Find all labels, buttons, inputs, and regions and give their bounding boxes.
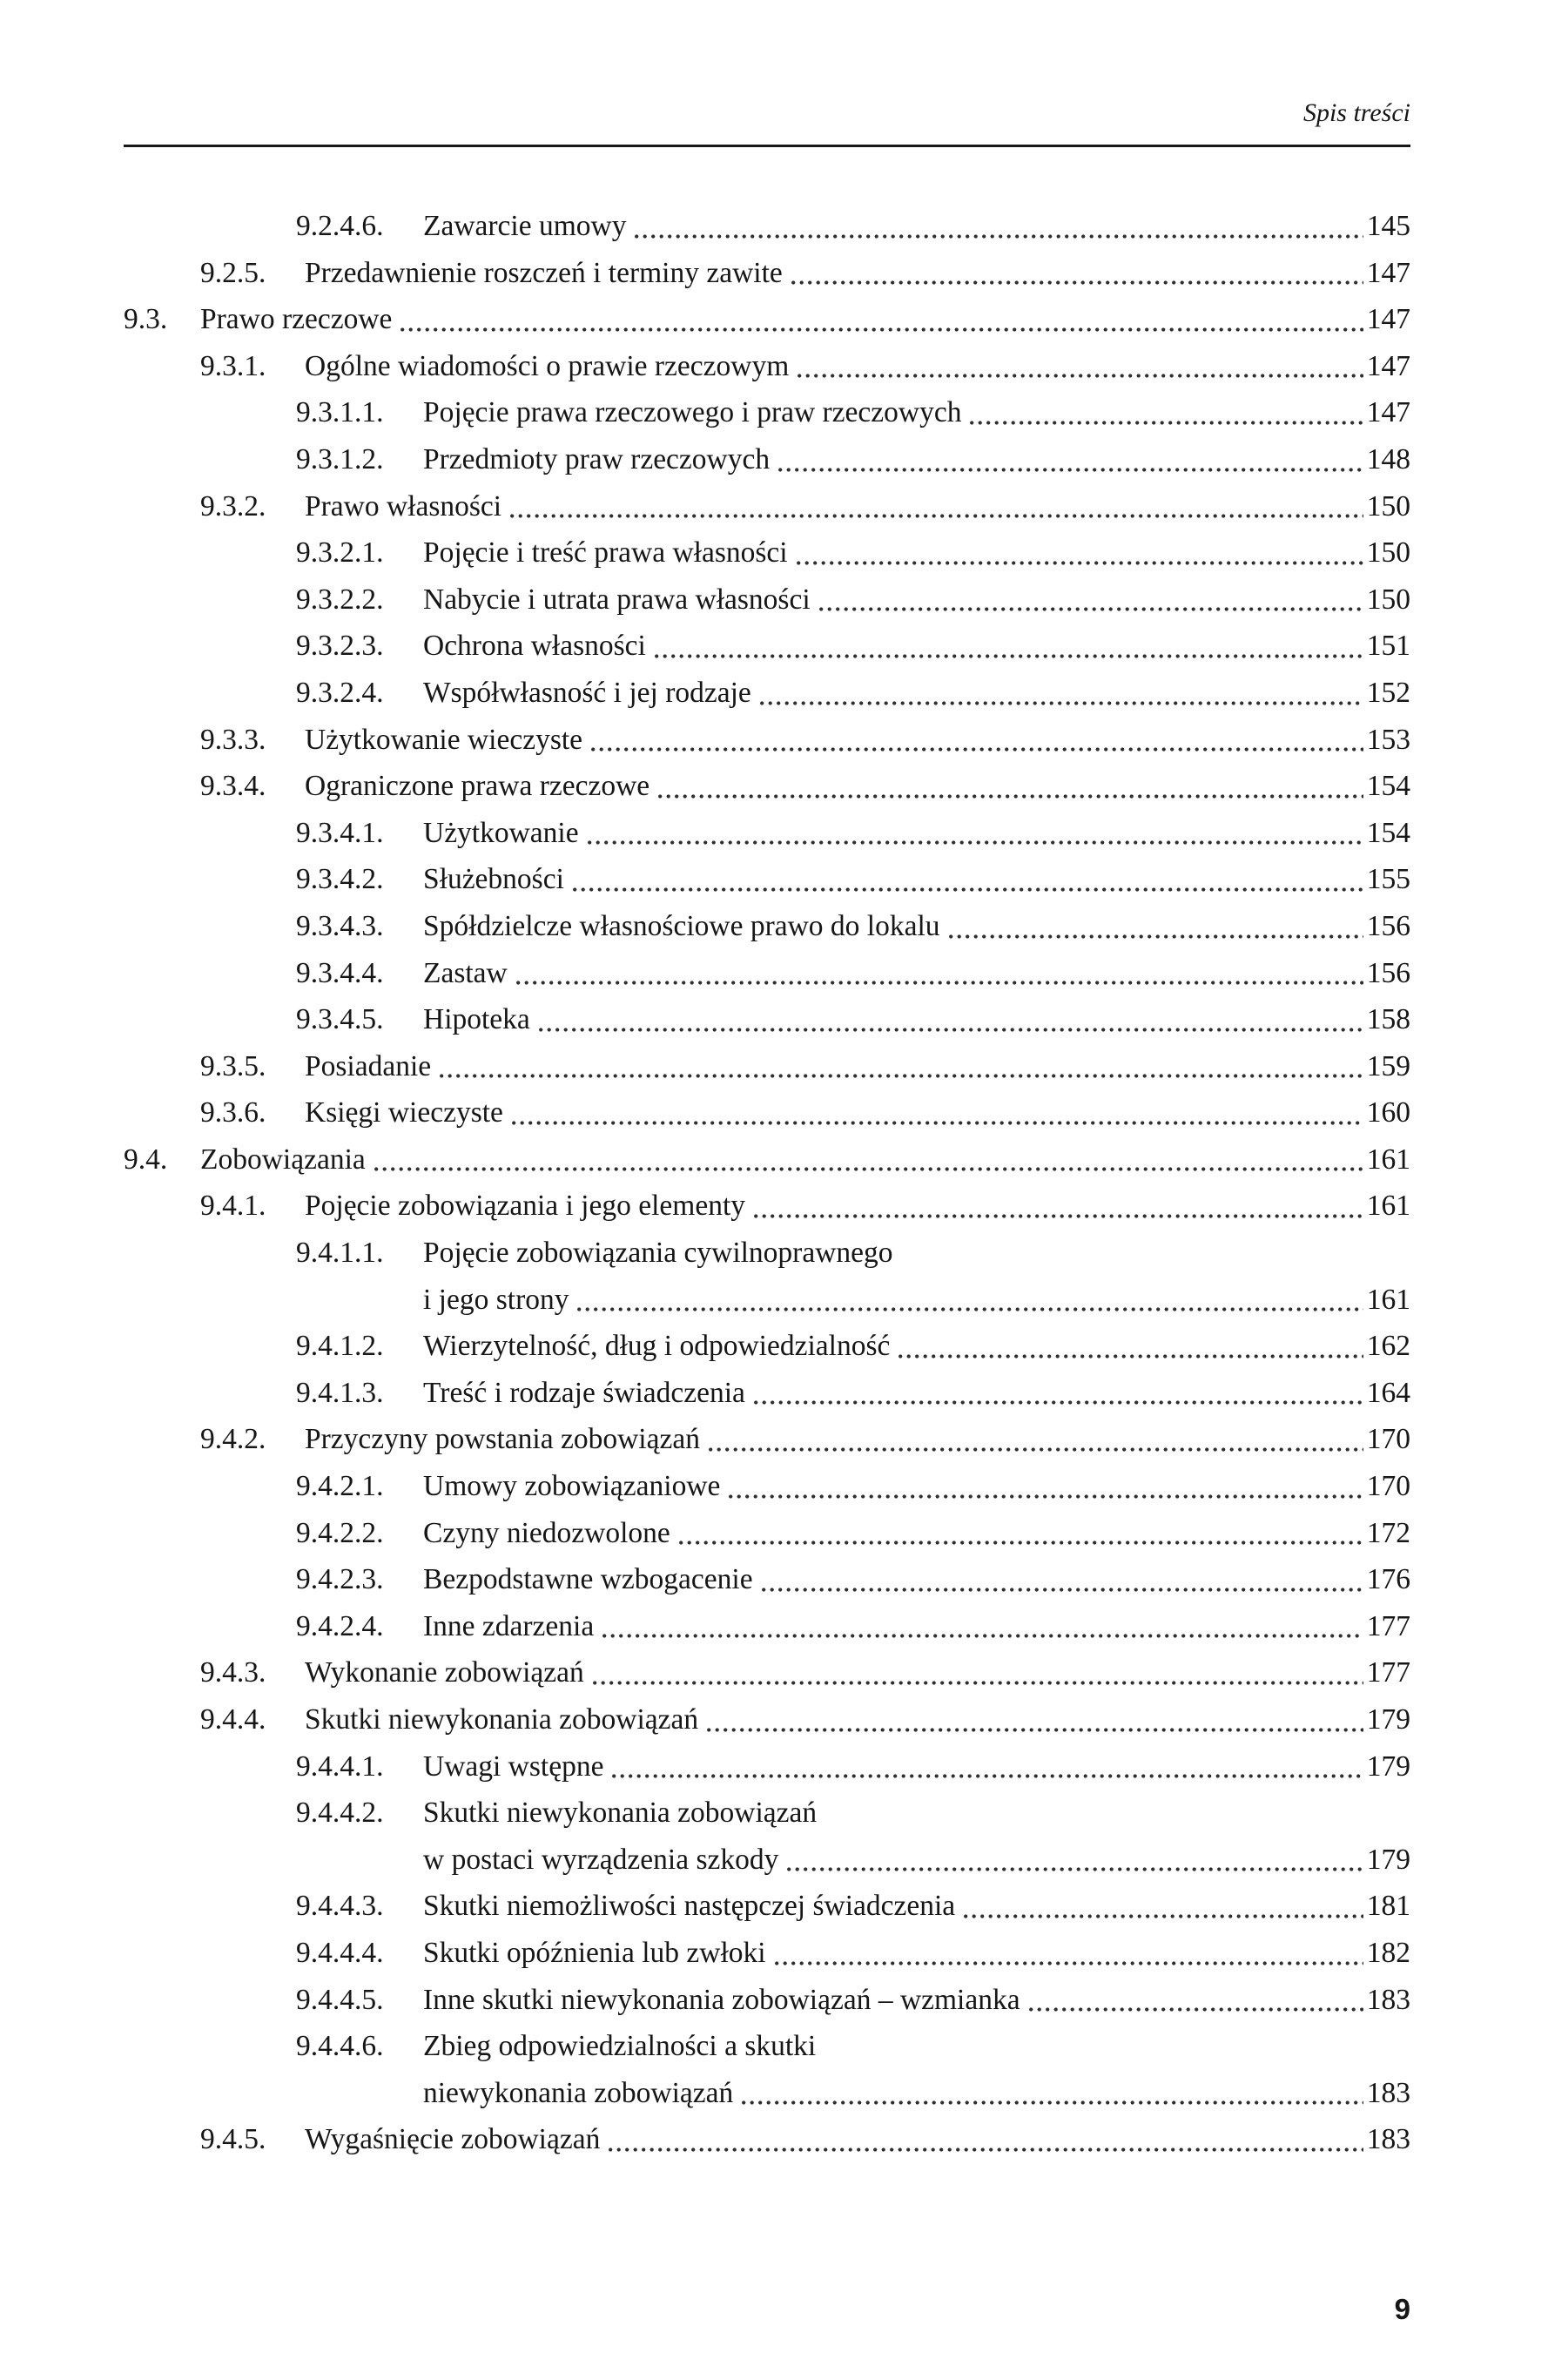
entry-title: Zawarcie umowy [423, 210, 627, 242]
toc-entry [124, 529, 1410, 576]
entry-page: 159 [1366, 1049, 1410, 1082]
entry-title: Zbieg odpowiedzialności a skutki [423, 2030, 817, 2063]
entry-number: 9.4.3. [200, 1656, 266, 1689]
entry-title: Spółdzielcze własnościowe prawo do lokalu [423, 909, 940, 942]
entry-number: 9.4.2.1. [296, 1470, 384, 1503]
toc-entry [124, 1743, 1410, 1790]
dot-leader [754, 1214, 1363, 1218]
entry-page: 156 [1366, 909, 1410, 942]
entry-number: 9.2.5. [200, 256, 266, 289]
toc-entry [124, 2023, 1410, 2070]
entry-page: 179 [1366, 1843, 1410, 1876]
entry-title: Przedmioty praw rzeczowych [423, 442, 771, 475]
toc-entry [124, 623, 1410, 670]
toc-entry [124, 717, 1410, 764]
entry-page: 183 [1366, 2076, 1410, 2109]
entry-number: 9.3.2.2. [296, 583, 384, 616]
entry-title: Ochrona własności [423, 630, 646, 663]
dot-leader [797, 561, 1363, 565]
entry-title: Wygaśnięcie zobowiązań [305, 2123, 601, 2156]
dot-leader [602, 1634, 1363, 1638]
dot-leader [1029, 2007, 1363, 2012]
dot-leader [609, 2147, 1363, 2152]
toc-entry [124, 1603, 1410, 1650]
entry-title-line2: w postaci wyrządzenia szkody [423, 1843, 779, 1876]
entry-title: Treść i rodzaje świadczenia [423, 1376, 745, 1409]
entry-title: Ogólne wiadomości o prawie rzeczowym [305, 349, 790, 382]
entry-page: 147 [1366, 303, 1410, 336]
entry-number: 9.4.2.2. [296, 1516, 384, 1549]
entry-title: Umowy zobowiązaniowe [423, 1470, 721, 1503]
entry-number: 9.3.3. [200, 723, 266, 756]
entry-page: 158 [1366, 1003, 1410, 1036]
entry-number: 9.2.4.6. [296, 210, 384, 242]
toc-entry [124, 203, 1410, 250]
entry-title: Wierzytelność, dług i odpowiedzialność [423, 1330, 891, 1363]
toc-entry [124, 903, 1410, 950]
dot-leader [964, 1914, 1363, 1918]
entry-page: 147 [1366, 396, 1410, 429]
entry-number: 9.4.4.5. [296, 1983, 384, 2016]
entry-page: 181 [1366, 1890, 1410, 1923]
entry-page: 162 [1366, 1330, 1410, 1363]
entry-title: Zastaw [423, 956, 508, 989]
entry-title: Nabycie i utrata prawa własności [423, 583, 811, 616]
entry-title: Skutki niewykonania zobowiązań [305, 1703, 699, 1736]
entry-page: 153 [1366, 723, 1410, 756]
entry-number: 9.3.2.3. [296, 630, 384, 663]
dot-leader [440, 1074, 1363, 1078]
dot-leader [760, 701, 1363, 705]
entry-title: Prawo rzeczowe [200, 303, 393, 336]
dot-leader [612, 1774, 1363, 1778]
toc-entry [124, 1136, 1410, 1183]
dot-leader [635, 234, 1363, 239]
dot-leader [591, 747, 1363, 752]
dot-leader [899, 1354, 1363, 1359]
dot-leader [593, 1681, 1363, 1685]
toc-entry [124, 1930, 1410, 1977]
toc-entry [124, 1043, 1410, 1090]
entry-number: 9.4. [124, 1143, 168, 1176]
entry-number: 9.3.4. [200, 770, 266, 803]
entry-number: 9.3.6. [200, 1096, 266, 1129]
entry-page: 177 [1366, 1609, 1410, 1642]
toc-entry [124, 296, 1410, 343]
entry-number: 9.3.4.4. [296, 956, 384, 989]
entry-page: 150 [1366, 536, 1410, 570]
toc-entry [124, 950, 1410, 997]
toc-entry [124, 1089, 1410, 1136]
toc-entry [124, 2116, 1410, 2163]
toc-entry [124, 1790, 1410, 1837]
entry-title: Ograniczone prawa rzeczowe [305, 770, 650, 803]
dot-leader [762, 1588, 1363, 1592]
dot-leader [798, 374, 1363, 378]
toc-entry [124, 856, 1410, 903]
entry-title: Pojęcie i treść prawa własności [423, 536, 788, 570]
toc-entry [124, 389, 1410, 436]
dot-leader [516, 981, 1363, 985]
entry-number: 9.4.1.3. [296, 1376, 384, 1409]
entry-page: 172 [1366, 1516, 1410, 1549]
entry-title: Uwagi wstępne [423, 1750, 604, 1783]
entry-page: 161 [1366, 1143, 1410, 1176]
toc-entry [124, 1649, 1410, 1696]
toc-entry [124, 810, 1410, 857]
entry-number: 9.3.4.5. [296, 1003, 384, 1036]
dot-leader [970, 421, 1363, 425]
entry-page: 156 [1366, 956, 1410, 989]
entry-title: Wykonanie zobowiązań [305, 1656, 584, 1689]
toc-entry [124, 576, 1410, 624]
entry-title: Współwłasność i jej rodzaje [423, 676, 751, 709]
dot-leader [707, 1728, 1363, 1732]
entry-page: 150 [1366, 583, 1410, 616]
dot-leader [742, 2100, 1363, 2105]
entry-page: 147 [1366, 256, 1410, 289]
entry-title: Księgi wieczyste [305, 1096, 503, 1129]
entry-number: 9.3.1.1. [296, 396, 384, 429]
entry-title: Bezpodstawne wzbogacenie [423, 1563, 753, 1596]
entry-page: 151 [1366, 630, 1410, 663]
dot-leader [655, 654, 1363, 658]
entry-page: 154 [1366, 816, 1410, 849]
entry-number: 9.4.2. [200, 1423, 266, 1456]
running-header: Spis treści [1302, 98, 1410, 127]
header-rule [124, 145, 1410, 147]
entry-page: 161 [1366, 1283, 1410, 1316]
entry-title-line2: niewykonania zobowiązań [423, 2076, 734, 2109]
entry-number: 9.3. [124, 303, 168, 336]
entry-page: 177 [1366, 1656, 1410, 1689]
dot-leader [729, 1494, 1363, 1499]
entry-number: 9.3.4.1. [296, 816, 384, 849]
toc-entry [124, 1977, 1410, 2024]
dot-leader [539, 1028, 1363, 1032]
entry-page: 145 [1366, 210, 1410, 242]
entry-page: 147 [1366, 349, 1410, 382]
dot-leader [573, 887, 1363, 892]
entry-number: 9.4.4.6. [296, 2030, 384, 2063]
entry-number: 9.4.4.2. [296, 1797, 384, 1830]
entry-title: Prawo własności [305, 489, 502, 523]
toc-entry [124, 1556, 1410, 1603]
entry-page: 183 [1366, 2123, 1410, 2156]
entry-number: 9.4.5. [200, 2123, 266, 2156]
entry-number: 9.3.1.2. [296, 442, 384, 475]
dot-leader [400, 327, 1363, 332]
entry-number: 9.3.4.2. [296, 863, 384, 896]
entry-page: 179 [1366, 1703, 1410, 1736]
toc-entry [124, 343, 1410, 390]
page-header [124, 98, 1410, 147]
entry-number: 9.4.2.4. [296, 1609, 384, 1642]
toc-entry [124, 250, 1410, 297]
entry-number: 9.4.4.4. [296, 1936, 384, 1969]
entry-title: Inne zdarzenia [423, 1609, 595, 1642]
entry-page: 154 [1366, 770, 1410, 803]
entry-title: Posiadanie [305, 1049, 432, 1082]
dot-leader [577, 1307, 1363, 1311]
entry-number: 9.3.1. [200, 349, 266, 382]
dot-leader [787, 1867, 1363, 1871]
entry-title: Czyny niedozwolone [423, 1516, 670, 1549]
entry-number: 9.4.4. [200, 1703, 266, 1736]
toc-entry [124, 1696, 1410, 1743]
page-number: 9 [1394, 2293, 1410, 2325]
entry-title: Przyczyny powstania zobowiązań [305, 1423, 700, 1456]
toc-entry [124, 1510, 1410, 1557]
entry-page: 152 [1366, 676, 1410, 709]
entry-number: 9.3.4.3. [296, 909, 384, 942]
dot-leader [819, 607, 1363, 611]
toc-entry [124, 1323, 1410, 1370]
entry-title: Zobowiązania [200, 1143, 366, 1176]
entry-page: 148 [1366, 442, 1410, 475]
dot-leader [754, 1400, 1363, 1405]
entry-page: 164 [1366, 1376, 1410, 1409]
entry-title: Skutki niewykonania zobowiązań [423, 1797, 818, 1830]
entry-number: 9.4.2.3. [296, 1563, 384, 1596]
entry-title-line2: i jego strony [423, 1283, 569, 1316]
entry-number: 9.3.5. [200, 1049, 266, 1082]
entry-page: 150 [1366, 489, 1410, 523]
dot-leader [658, 794, 1363, 799]
toc-entry [124, 996, 1410, 1043]
entry-number: 9.4.1.2. [296, 1330, 384, 1363]
entry-title: Służebności [423, 863, 564, 896]
dot-leader [709, 1447, 1363, 1452]
entry-title: Inne skutki niewykonania zobowiązań – wzmianka [423, 1983, 1020, 2016]
toc-entry [124, 1883, 1410, 1930]
entry-page: 176 [1366, 1563, 1410, 1596]
toc-entry [124, 1370, 1410, 1417]
entry-number: 9.3.2.4. [296, 676, 384, 709]
toc-entry [124, 436, 1410, 483]
dot-leader [775, 1961, 1363, 1965]
toc-entry-continuation [124, 1277, 1410, 1324]
toc-entry-continuation [124, 1837, 1410, 1884]
entry-title: Pojęcie zobowiązania cywilnoprawnego [423, 1237, 893, 1270]
entry-number: 9.4.1.1. [296, 1237, 384, 1270]
entry-title: Skutki opóźnienia lub zwłoki [423, 1936, 766, 1969]
dot-leader [791, 280, 1363, 285]
entry-title: Użytkowanie wieczyste [305, 723, 583, 756]
dot-leader [510, 514, 1363, 518]
entry-title: Pojęcie zobowiązania i jego elementy [305, 1190, 746, 1223]
entry-number: 9.3.2.1. [296, 536, 384, 570]
toc-entry [124, 1463, 1410, 1510]
toc-list [124, 203, 1410, 2163]
entry-number: 9.4.1. [200, 1190, 266, 1223]
entry-page: 155 [1366, 863, 1410, 896]
entry-title: Skutki niemożliwości następczej świadczenia [423, 1890, 956, 1923]
entry-number: 9.3.2. [200, 489, 266, 523]
dot-leader [512, 1121, 1363, 1125]
entry-title: Pojęcie prawa rzeczowego i praw rzeczowych [423, 396, 962, 429]
entry-page: 182 [1366, 1936, 1410, 1969]
entry-page: 170 [1366, 1423, 1410, 1456]
entry-title: Hipoteka [423, 1003, 530, 1036]
dot-leader [679, 1541, 1363, 1545]
toc-entry [124, 1230, 1410, 1277]
toc-entry [124, 1183, 1410, 1230]
toc-entry [124, 670, 1410, 717]
entry-page: 170 [1366, 1470, 1410, 1503]
entry-number: 9.4.4.3. [296, 1890, 384, 1923]
entry-page: 179 [1366, 1750, 1410, 1783]
toc-entry [124, 763, 1410, 810]
entry-page: 161 [1366, 1190, 1410, 1223]
entry-page: 183 [1366, 1983, 1410, 2016]
dot-leader [949, 934, 1363, 939]
entry-title: Użytkowanie [423, 816, 579, 849]
toc-entry [124, 483, 1410, 530]
toc-entry-continuation [124, 2070, 1410, 2117]
toc-entry [124, 1416, 1410, 1463]
dot-leader [374, 1167, 1363, 1171]
entry-title: Przedawnienie roszczeń i terminy zawite [305, 256, 783, 289]
dot-leader [778, 468, 1363, 472]
dot-leader [588, 840, 1363, 845]
entry-page: 160 [1366, 1096, 1410, 1129]
entry-number: 9.4.4.1. [296, 1750, 384, 1783]
